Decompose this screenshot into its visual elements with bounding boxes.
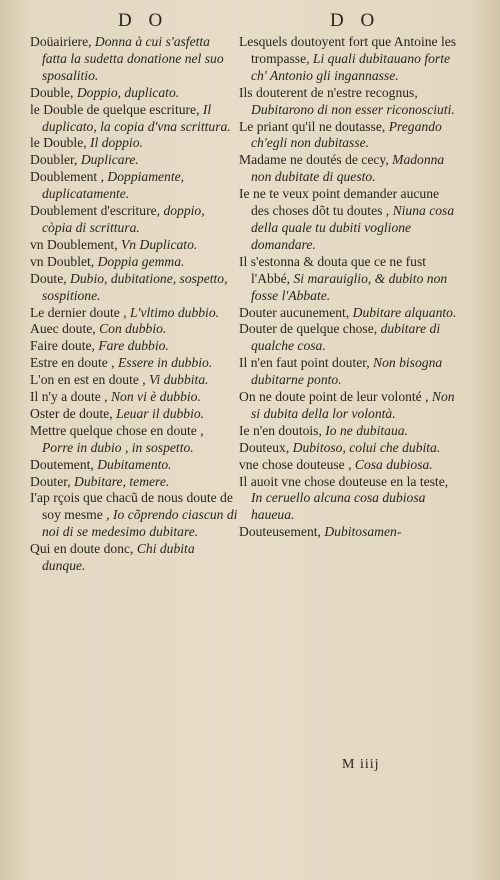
header-right-letters: D O [330,10,381,31]
entry-italian: Con dubbio. [99,321,167,337]
entry-french: Doublement , [30,169,108,185]
entry-italian: Non bisogna dubitarne ponto. [251,355,443,388]
entry-italian: Doppiamente, duplicatamente. [42,169,185,202]
entry-french: Il n'en faut point douter, [239,355,374,371]
entry-italian: Dubitare, temere. [74,473,170,489]
dictionary-entry [239,355,457,389]
entry-french: Doüairiere, [30,34,95,49]
entry-french: Douter, [30,473,75,489]
entry-french: vne chose douteuse , [239,456,355,472]
dictionary-entry [30,457,238,474]
entry-italian: Non si dubita della lor volontà. [251,389,455,421]
entry-italian: dubitare di qualche cosa. [251,321,441,354]
dictionary-entry [239,152,457,186]
entry-french: L'on en est en doute , [30,372,150,388]
entry-italian: Dubitoso, colui che dubita. [292,439,441,455]
entry-french: On ne doute point de leur volonté , [239,389,432,405]
entry-italian: Donna à cui s'asfetta fatta la sudetta donatione nel suo sposalitio. [42,34,224,83]
entry-french: Ils douterent de n'estre recognus, [239,84,418,100]
dictionary-entry [239,321,457,355]
dictionary-entry [30,169,238,203]
dictionary-entry [30,254,238,271]
header-left-letters: D O [118,10,169,31]
running-header [0,10,500,34]
dictionary-entry [30,406,238,423]
entry-french: le Double de quelque escriture, [30,101,203,117]
dictionary-entry [30,135,238,152]
entry-italian: Pregando ch'egli non dubitasse. [251,118,442,151]
dictionary-entry [239,34,457,85]
dictionary-entry [30,355,238,372]
entry-italian: Niuna cosa della quale tu dubiti voglione domandare. [251,203,455,252]
dictionary-entry [30,541,238,575]
entry-french: Ie n'en doutois, [239,422,326,438]
entry-italian: In ceruello alcuna cosa dubiosa haueua. [251,490,426,523]
entry-italian: doppio, còpia di scrittura. [42,203,205,235]
entry-french: Lesquels doutoyent fort que Antoine les trompasse, [239,34,457,66]
dictionary-entry [239,457,457,474]
entry-french: vn Doublet, [30,253,98,269]
entry-french: Le dernier doute , [30,304,131,320]
entry-french: Doubler, [30,152,81,168]
entry-french: I'ap rçois que chacũ de nous doute de soy mesme , [30,490,233,523]
dictionary-entry [239,85,457,119]
entry-italian: Io ne dubitaua. [325,422,408,438]
dictionary-entry [239,305,457,322]
entry-french: Doublement d'escriture, [30,203,164,219]
entry-italian: Li quali dubitauano forte ch' Antonio gli ingannasse. [251,50,451,83]
entry-italian: Duplicare. [80,152,139,168]
entry-french: vn Doublement, [30,236,121,252]
dictionary-entry [30,102,238,136]
entry-italian: Il doppio. [90,135,143,151]
entry-italian: Leuar il dubbio. [116,405,205,421]
left-column [30,34,238,575]
entry-italian: Si marauiglio, & dubito non fosse l'Abbate. [251,270,448,303]
right-column [239,34,457,541]
dictionary-entry [239,254,457,305]
entry-italian: Dubitarono di non esser riconosciuti. [251,101,455,117]
entry-french: Douteusement, [239,524,325,540]
entry-french: Faire doute, [30,338,99,354]
dictionary-entry [30,490,238,541]
entry-french: Douteux, [239,439,293,455]
dictionary-entry [30,474,238,491]
entry-italian: Vn Duplicato. [121,236,198,252]
dictionary-entry [30,338,238,355]
dictionary-entry [239,474,457,525]
entry-french: Le priant qu'il ne doutasse, [239,118,389,134]
signature-mark: M iiij [342,757,380,772]
entry-italian: L'vltimo dubbio. [130,304,220,320]
entry-french: Ie ne te veux point demander aucune des choses dõt tu doutes , [239,186,440,219]
entry-italian: Dubitosamen- [324,524,402,540]
entry-french: Douter de quelque chose, [239,321,381,337]
dictionary-entry [239,119,457,153]
entry-italian: Il duplicato, la copia d'vna scrittura. [42,101,231,134]
dictionary-entry [239,524,457,541]
entry-italian: Vi dubbita. [149,372,209,388]
entry-french: Auec doute, [30,321,100,337]
entry-french: Il s'estonna & douta que ce ne fust l'Abbé, [239,253,427,286]
dictionary-entry [30,321,238,338]
entry-french: Double, [30,84,77,100]
entry-italian: Porre in dubio , in sospetto. [42,439,194,455]
entry-french: Doutement, [30,456,98,472]
entry-french: Madame ne doutés de cecy, [239,152,393,168]
dictionary-entry [239,389,457,423]
entry-french: Douter aucunement, [239,304,353,320]
entry-italian: Madonna non dubitate di questo. [251,152,445,185]
dictionary-entry [239,186,457,254]
dictionary-entry [30,34,238,85]
entry-italian: Essere in dubbio. [117,355,213,371]
entry-italian: Doppia gemma. [97,253,185,269]
dictionary-entry [30,423,238,457]
entry-italian: Io cõprendo ciascun di noi di se medesimo dubitare. [42,507,238,540]
dictionary-entry [239,440,457,457]
entry-french: Qui en doute donc, [30,541,137,557]
dictionary-entry [30,305,238,322]
dictionary-entry [30,372,238,389]
entry-italian: Non vi è dubbio. [110,389,201,405]
entry-italian: Cosa dubiosa. [354,456,433,472]
entry-italian: Fare dubbio. [98,338,169,354]
entry-french: Il auoit vne chose douteuse en la teste, [239,473,449,489]
dictionary-entry [30,203,238,237]
entry-french: Mettre quelque chose en doute , [30,422,204,438]
entry-french: Oster de doute, [30,405,117,421]
entry-italian: Dubitare alquanto. [352,304,457,320]
dictionary-entry [239,423,457,440]
entry-italian: Dubitamento. [97,456,172,472]
dictionary-entry [30,271,238,305]
entry-french: Estre en doute , [30,355,118,371]
dictionary-entry [30,237,238,254]
entry-italian: Doppio, duplicato. [76,84,180,100]
entry-french: le Double, [30,135,91,151]
dictionary-entry [30,85,238,102]
dictionary-entry [30,389,238,406]
entry-french: Il n'y a doute , [30,389,111,405]
entry-italian: Dubio, dubitatione, sospetto, sospitione. [42,270,228,303]
entry-french: Doute, [30,270,71,286]
entry-italian: Chi dubita dunque. [42,541,195,574]
dictionary-entry [30,152,238,169]
